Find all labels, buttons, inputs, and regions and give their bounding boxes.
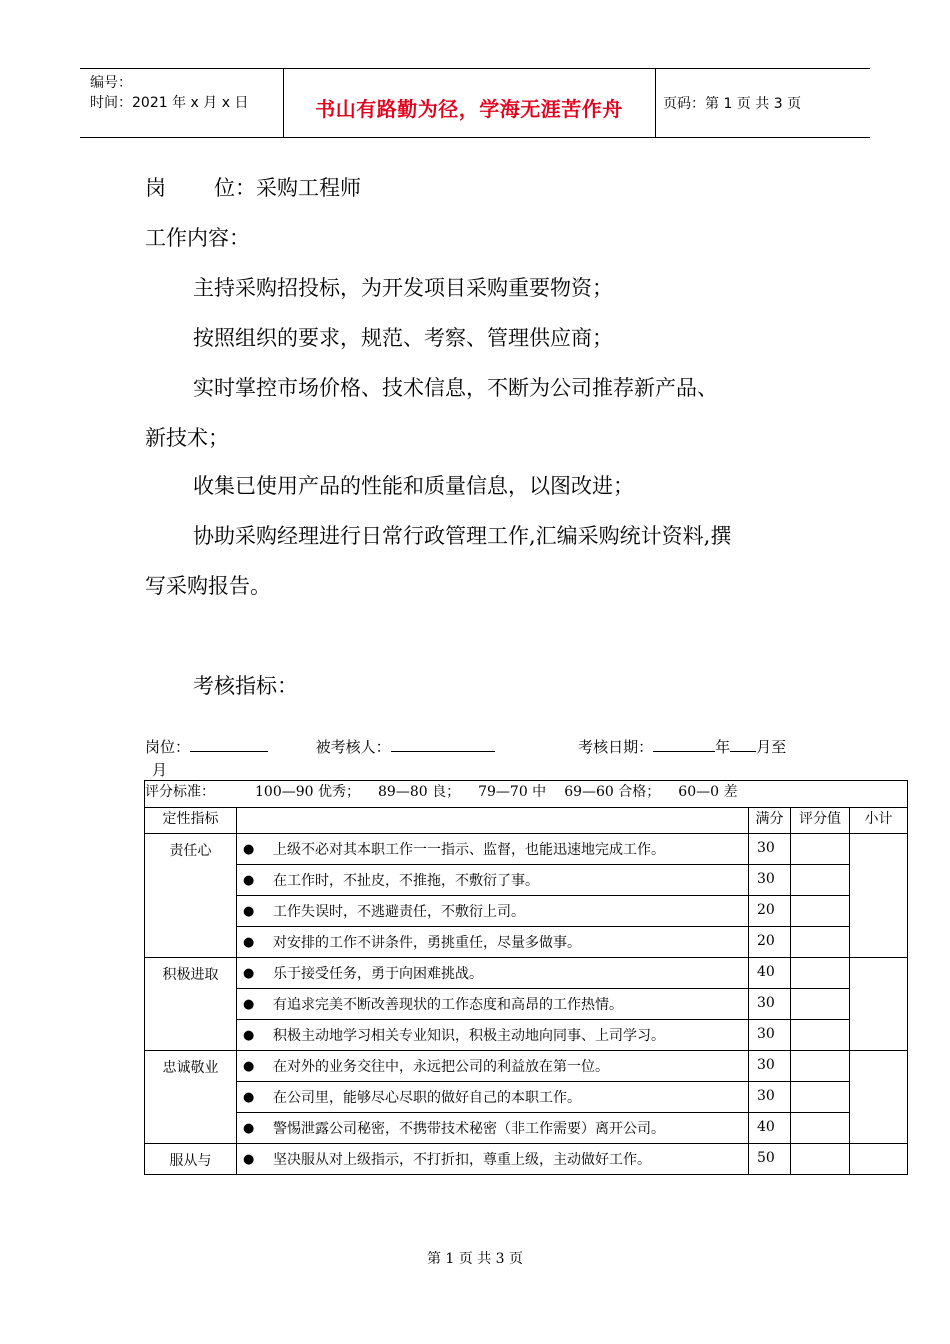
item-text: 积极主动地学习相关专业知识，积极主动地向同事、上司学习。 [273,1028,665,1044]
table-row [145,958,908,989]
scoring-standard [145,781,908,808]
duty-line: 协助采购经理进行日常行政管理工作,汇编采购统计资料,撰 [193,524,732,548]
post-line [145,172,361,202]
category-name: 责任心 [145,834,237,958]
table-row [145,1144,908,1175]
header-motto: 书山有路勤为径，学海无涯苦作舟 [315,97,623,121]
examinee-blank[interactable] [391,735,495,752]
bullet-icon: ● [243,873,255,888]
header-subtotal: 小计 [850,808,908,834]
standard-level: 60—0 差 [678,784,738,800]
score-cell[interactable] [791,1020,850,1051]
year-blank[interactable] [653,735,715,752]
category-name: 服从与 [145,1144,237,1175]
duty-line: 实时掌控市场价格、技术信息，不断为公司推荐新产品、 [193,376,718,400]
subtotal-cell[interactable] [850,1144,908,1175]
form-line [145,735,786,757]
item-text: 坚决服从对上级指示，不打折扣，尊重上级，主动做好工作。 [273,1152,651,1168]
form-month-to: 月至 [756,738,787,756]
full-score: 30 [749,834,791,865]
evaluation-table [144,780,908,1175]
bullet-icon: ● [243,1152,255,1167]
table-row [145,865,908,896]
item-text: 工作失误时，不逃避责任，不敷衍上司。 [273,904,525,920]
header-score: 评分值 [791,808,850,834]
table-row [145,834,908,865]
standard-label: 评分标准： [145,784,215,800]
standard-level: 79—70 中 [478,784,547,800]
item-text: 在对外的业务交往中，永远把公司的利益放在第一位。 [273,1059,609,1075]
full-score: 40 [749,1113,791,1144]
full-score: 50 [749,1144,791,1175]
score-cell[interactable] [791,1144,850,1175]
score-cell[interactable] [791,1082,850,1113]
full-score: 30 [749,1082,791,1113]
score-cell[interactable] [791,1051,850,1082]
table-row [145,1051,908,1082]
header-page-info: 页码：第 1 页 共 3 页 [663,96,802,112]
standard-level: 100—90 优秀； [255,784,360,800]
item-text: 警惕泄露公司秘密，不携带技术秘密（非工作需要）离开公司。 [273,1121,665,1137]
score-cell[interactable] [791,834,850,865]
form-examinee-label: 被考核人： [315,738,391,756]
standard-level: 89—80 良； [378,784,461,800]
score-cell[interactable] [791,958,850,989]
full-score: 20 [749,896,791,927]
category-name: 积极进取 [145,958,237,1051]
duty-line: 写采购报告。 [145,574,271,598]
subtotal-cell[interactable] [850,1051,908,1144]
header-meta [90,73,248,113]
table-row [145,896,908,927]
full-score: 30 [749,865,791,896]
subtotal-cell[interactable] [850,834,908,958]
bullet-icon: ● [243,935,255,950]
full-score: 40 [749,958,791,989]
form-post-label: 岗位： [145,738,191,756]
form-date-label: 考核日期： [578,738,654,756]
code-label: 编号： [90,75,132,91]
table-row [145,1113,908,1144]
full-score: 30 [749,1051,791,1082]
bullet-icon: ● [243,1090,255,1105]
duty-line: 收集已使用产品的性能和质量信息，以图改进； [193,474,634,498]
duty-line: 主持采购招投标，为开发项目采购重要物资； [193,276,613,300]
score-cell[interactable] [791,896,850,927]
header-divider [655,69,656,137]
score-cell[interactable] [791,1113,850,1144]
score-cell[interactable] [791,927,850,958]
full-score: 30 [749,989,791,1020]
full-score: 30 [749,1020,791,1051]
bullet-icon: ● [243,1028,255,1043]
table-row [145,1020,908,1051]
duty-line: 新技术； [145,426,229,450]
header-full-score: 满分 [749,808,791,834]
month-blank[interactable] [730,735,756,752]
time-label: 时间：2021 年 x 月 x 日 [90,95,249,111]
header-indicator: 定性指标 [145,808,237,834]
table-row [145,927,908,958]
form-year: 年 [715,738,731,756]
item-text: 乐于接受任务，勇于向困难挑战。 [273,966,483,982]
header-blank [237,808,749,834]
table-header-row [145,808,908,834]
item-text: 上级不必对其本职工作一一指示、监督，也能迅速地完成工作。 [273,842,665,858]
content-label: 工作内容： [145,226,250,250]
table-row [145,989,908,1020]
document-header [80,68,870,138]
bullet-icon: ● [243,997,255,1012]
bullet-icon: ● [243,904,255,919]
scoring-standard-row [145,781,908,808]
bullet-icon: ● [243,1059,255,1074]
page-footer: 第 1 页 共 3 页 [426,1251,524,1267]
post-value: 位：采购工程师 [214,176,361,200]
bullet-icon: ● [243,1121,255,1136]
item-text: 在公司里，能够尽心尽职的做好自己的本职工作。 [273,1090,581,1106]
score-cell[interactable] [791,989,850,1020]
subtotal-cell[interactable] [850,958,908,1051]
score-cell[interactable] [791,865,850,896]
form-month: 月 [152,761,168,779]
post-label: 岗 [145,176,166,200]
item-text: 有追求完美不断改善现状的工作态度和高昂的工作热情。 [273,997,623,1013]
full-score: 20 [749,927,791,958]
item-text: 在工作时，不扯皮，不推拖，不敷衍了事。 [273,873,539,889]
standard-level: 69—60 合格； [564,784,661,800]
item-text: 对安排的工作不讲条件，勇挑重任，尽量多做事。 [273,935,581,951]
kpi-label: 考核指标： [193,674,298,698]
table-row [145,1082,908,1113]
post-blank[interactable] [190,735,268,752]
bullet-icon: ● [243,966,255,981]
duty-line: 按照组织的要求，规范、考察、管理供应商； [193,326,613,350]
category-name: 忠诚敬业 [145,1051,237,1144]
bullet-icon: ● [243,842,255,857]
